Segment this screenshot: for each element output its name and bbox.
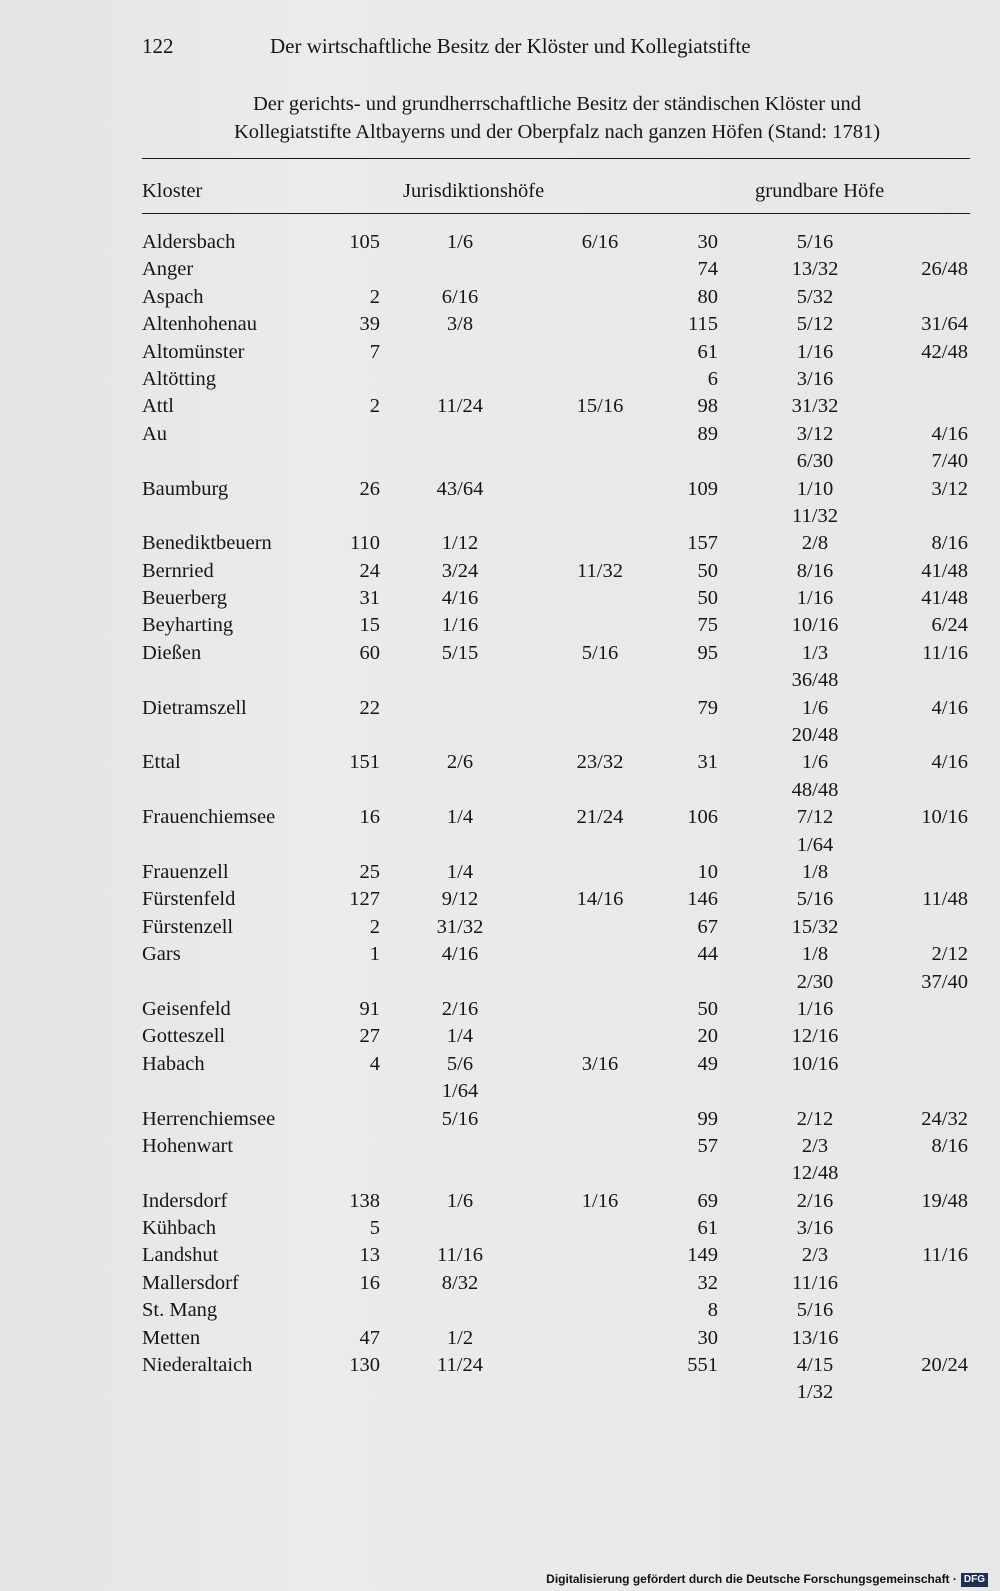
cell-jurisdiktion-count: 24	[359, 559, 380, 582]
caption-line-1: Der gerichts- und grundherrschaftliche Besitz der ständischen Klöster und	[253, 93, 861, 115]
holdings-table	[0, 229, 1000, 1407]
cell-grundbar-fraction-1: 10/16	[791, 1052, 839, 1075]
cell-grundbar-fraction-1: 12/48	[791, 1162, 839, 1185]
cell-jurisdiktion-count: 1	[369, 943, 380, 966]
cell-grundbar-fraction-2: 8/16	[931, 532, 968, 555]
cell-kloster: Au	[142, 422, 168, 445]
cell-jurisdiktion-count: 15	[359, 614, 380, 637]
cell-kloster: Attl	[142, 395, 174, 418]
cell-grundbar-count: 32	[697, 1271, 718, 1294]
cell-grundbar-fraction-1: 6/30	[796, 450, 834, 473]
cell-grundbar-fraction-1: 1/8	[801, 860, 829, 883]
cell-grundbar-count: 79	[697, 696, 718, 719]
table-row	[0, 1051, 1000, 1078]
cell-jurisdiktion-fraction-1: 1/4	[446, 860, 474, 883]
cell-grundbar-count: 44	[697, 943, 718, 966]
table-row	[0, 393, 1000, 420]
cell-jurisdiktion-fraction-2: 15/16	[576, 395, 624, 418]
table-row	[0, 749, 1000, 776]
table-row	[0, 1133, 1000, 1160]
table-row	[0, 859, 1000, 886]
cell-grundbar-fraction-1: 2/16	[796, 1189, 834, 1212]
cell-jurisdiktion-fraction-1: 9/12	[441, 888, 479, 911]
cell-grundbar-count: 109	[687, 477, 718, 500]
cell-grundbar-fraction-1: 7/12	[796, 806, 834, 829]
cell-kloster: Indersdorf	[142, 1189, 228, 1212]
cell-kloster: Dießen	[142, 641, 202, 664]
table-row	[0, 530, 1000, 557]
cell-grundbar-count: 61	[697, 1217, 718, 1240]
cell-grundbar-count: 98	[697, 395, 718, 418]
table-row	[0, 256, 1000, 283]
cell-kloster: Geisenfeld	[142, 997, 231, 1020]
cell-kloster: Aspach	[142, 285, 204, 308]
table-row	[0, 311, 1000, 338]
cell-grundbar-count: 6	[707, 367, 718, 390]
cell-grundbar-fraction-1: 13/32	[791, 258, 839, 281]
cell-kloster: Altomünster	[142, 340, 245, 363]
cell-grundbar-fraction-1: 1/6	[801, 696, 829, 719]
cell-grundbar-fraction-1: 20/48	[791, 724, 839, 747]
cell-grundbar-fraction-2: 31/64	[921, 313, 968, 336]
cell-grundbar-fraction-2: 42/48	[921, 340, 968, 363]
cell-grundbar-fraction-1: 1/16	[796, 997, 834, 1020]
table-row	[0, 941, 1000, 968]
table-row	[0, 969, 1000, 996]
cell-grundbar-fraction-2: 41/48	[921, 559, 968, 582]
table-row	[0, 503, 1000, 530]
cell-grundbar-fraction-1: 5/16	[796, 1299, 834, 1322]
cell-jurisdiktion-fraction-1: 6/16	[441, 285, 479, 308]
cell-kloster: Baumburg	[142, 477, 229, 500]
cell-grundbar-fraction-1: 1/6	[801, 751, 829, 774]
cell-kloster: Altötting	[142, 367, 217, 390]
table-caption	[142, 90, 972, 146]
cell-grundbar-count: 115	[688, 313, 718, 336]
cell-kloster: Kühbach	[142, 1217, 217, 1240]
table-row	[0, 1297, 1000, 1324]
page-number: 122	[142, 34, 174, 58]
cell-kloster: Ettal	[142, 751, 181, 774]
cell-jurisdiktion-fraction-1: 5/16	[441, 1107, 479, 1130]
table-row	[0, 996, 1000, 1023]
cell-grundbar-count: 61	[697, 340, 718, 363]
cell-grundbar-fraction-2: 20/24	[921, 1354, 968, 1377]
cell-kloster: Hohenwart	[142, 1134, 234, 1157]
cell-grundbar-fraction-2: 41/48	[921, 587, 968, 610]
cell-grundbar-fraction-1: 1/32	[796, 1381, 834, 1404]
cell-jurisdiktion-fraction-2: 6/16	[581, 231, 619, 253]
cell-jurisdiktion-count: 26	[359, 477, 380, 500]
cell-grundbar-fraction-1: 3/16	[796, 1217, 834, 1240]
cell-kloster: Dietramszell	[142, 696, 247, 719]
cell-jurisdiktion-count: 16	[359, 806, 380, 829]
cell-kloster: Beuerberg	[142, 587, 228, 610]
cell-grundbar-fraction-2: 2/12	[931, 943, 968, 966]
cell-grundbar-fraction-1: 12/16	[791, 1025, 839, 1048]
cell-grundbar-count: 50	[697, 997, 718, 1020]
cell-grundbar-count: 8	[707, 1299, 718, 1322]
header-grundbare-hoefe: grundbare Höfe	[755, 180, 885, 202]
cell-jurisdiktion-fraction-1: 1/16	[441, 614, 479, 637]
cell-jurisdiktion-fraction-1: 1/2	[446, 1326, 474, 1349]
cell-grundbar-fraction-2: 11/16	[922, 641, 968, 664]
table-row	[0, 612, 1000, 639]
cell-grundbar-count: 30	[697, 231, 718, 253]
table-row	[0, 777, 1000, 804]
cell-grundbar-fraction-1: 3/12	[796, 422, 834, 445]
cell-grundbar-fraction-1: 5/12	[796, 313, 834, 336]
dfg-logo: DFG	[961, 1573, 988, 1587]
cell-kloster: St. Mang	[142, 1299, 218, 1322]
cell-jurisdiktion-count: 110	[350, 532, 380, 555]
cell-grundbar-count: 67	[697, 915, 718, 938]
cell-jurisdiktion-fraction-1: 11/24	[437, 1354, 483, 1377]
cell-jurisdiktion-fraction-2: 1/16	[581, 1189, 619, 1212]
cell-grundbar-count: 20	[697, 1025, 718, 1048]
header-rule	[142, 213, 970, 214]
table-row	[0, 558, 1000, 585]
table-row	[0, 1215, 1000, 1242]
table-row	[0, 421, 1000, 448]
table-row	[0, 832, 1000, 859]
cell-grundbar-count: 149	[687, 1244, 718, 1267]
cell-grundbar-fraction-1: 1/16	[796, 340, 834, 363]
cell-kloster: Fürstenfeld	[142, 888, 236, 911]
caption-line-2: Kollegiatstifte Altbayerns und der Oberpfalz nach ganzen Höfen (Stand: 1781)	[233, 121, 881, 143]
table-row	[0, 1078, 1000, 1105]
cell-grundbar-fraction-1: 2/30	[796, 970, 834, 993]
table-row	[0, 640, 1000, 667]
cell-grundbar-count: 95	[697, 641, 718, 664]
table-row	[0, 448, 1000, 475]
cell-jurisdiktion-fraction-1: 11/24	[437, 395, 483, 418]
cell-jurisdiktion-fraction-2: 21/24	[576, 806, 624, 829]
table-row	[0, 1379, 1000, 1406]
cell-grundbar-count: 551	[687, 1354, 718, 1377]
cell-jurisdiktion-fraction-1: 2/16	[441, 997, 479, 1020]
cell-jurisdiktion-count: 130	[349, 1354, 380, 1377]
cell-grundbar-fraction-2: 10/16	[921, 806, 968, 829]
cell-jurisdiktion-count: 31	[359, 587, 380, 610]
cell-grundbar-count: 69	[697, 1189, 718, 1212]
cell-kloster: Niederaltaich	[142, 1354, 253, 1377]
cell-jurisdiktion-fraction-1: 8/32	[441, 1271, 479, 1294]
cell-kloster: Mallersdorf	[142, 1271, 239, 1294]
cell-jurisdiktion-count: 25	[359, 860, 380, 883]
cell-kloster: Frauenzell	[142, 860, 229, 883]
cell-grundbar-fraction-1: 3/16	[796, 367, 834, 390]
cell-kloster: Beyharting	[142, 614, 234, 637]
cell-jurisdiktion-count: 39	[359, 313, 380, 336]
cell-jurisdiktion-count: 127	[349, 888, 380, 911]
cell-jurisdiktion-fraction-1: 1/64	[441, 1080, 479, 1103]
cell-grundbar-fraction-1: 2/3	[801, 1244, 829, 1267]
cell-kloster: Bernried	[142, 559, 214, 582]
cell-grundbar-fraction-2: 4/16	[931, 696, 968, 719]
cell-jurisdiktion-fraction-1: 5/15	[441, 641, 479, 664]
cell-jurisdiktion-count: 2	[369, 915, 380, 938]
table-row	[0, 1160, 1000, 1187]
table-row	[0, 695, 1000, 722]
cell-jurisdiktion-fraction-1: 1/6	[446, 231, 474, 253]
cell-kloster: Anger	[142, 258, 194, 281]
cell-grundbar-fraction-1: 1/64	[796, 833, 834, 856]
cell-jurisdiktion-count: 60	[359, 641, 380, 664]
cell-jurisdiktion-count: 4	[369, 1052, 380, 1075]
cell-jurisdiktion-fraction-2: 3/16	[581, 1052, 619, 1075]
cell-jurisdiktion-fraction-1: 11/16	[437, 1244, 483, 1267]
cell-grundbar-fraction-1: 2/12	[796, 1107, 834, 1130]
cell-grundbar-fraction-2: 26/48	[921, 258, 968, 281]
cell-grundbar-fraction-2: 11/48	[922, 888, 968, 911]
cell-jurisdiktion-count: 16	[359, 1271, 380, 1294]
cell-grundbar-fraction-2: 11/16	[922, 1244, 968, 1267]
cell-jurisdiktion-count: 2	[369, 285, 380, 308]
table-row	[0, 1325, 1000, 1352]
cell-grundbar-fraction-1: 1/3	[801, 641, 829, 664]
cell-grundbar-fraction-1: 13/16	[791, 1326, 839, 1349]
cell-jurisdiktion-count: 47	[359, 1326, 380, 1349]
cell-grundbar-fraction-1: 15/32	[791, 915, 839, 938]
cell-grundbar-count: 57	[697, 1134, 718, 1157]
cell-grundbar-count: 157	[687, 532, 718, 555]
cell-kloster: Herrenchiemsee	[142, 1107, 276, 1130]
cell-grundbar-count: 75	[697, 614, 718, 637]
table-row	[0, 585, 1000, 612]
cell-jurisdiktion-fraction-1: 3/8	[446, 313, 474, 336]
cell-jurisdiktion-fraction-2: 11/32	[577, 559, 623, 582]
cell-grundbar-fraction-1: 36/48	[791, 669, 839, 692]
cell-grundbar-fraction-1: 10/16	[791, 614, 839, 637]
cell-grundbar-fraction-1: 31/32	[791, 395, 839, 418]
table-row	[0, 229, 1000, 256]
cell-jurisdiktion-fraction-1: 2/6	[446, 751, 474, 774]
footer-text: Digitalisierung gefördert durch die Deutsche Forschungsgemeinschaft ·	[546, 1572, 957, 1587]
cell-kloster: Gars	[142, 943, 181, 966]
top-rule	[142, 158, 970, 159]
cell-grundbar-count: 50	[697, 559, 718, 582]
table-row	[0, 476, 1000, 503]
cell-grundbar-fraction-2: 6/24	[931, 614, 968, 637]
cell-grundbar-fraction-1: 1/8	[801, 943, 829, 966]
cell-grundbar-count: 30	[697, 1326, 718, 1349]
cell-grundbar-count: 146	[687, 888, 718, 911]
cell-jurisdiktion-count: 27	[359, 1025, 380, 1048]
cell-grundbar-fraction-1: 5/16	[796, 231, 834, 253]
table-row	[0, 1023, 1000, 1050]
header-jurisdiktionshoefe: Jurisdiktionshöfe	[403, 180, 545, 202]
cell-grundbar-count: 49	[697, 1052, 718, 1075]
table-row	[0, 366, 1000, 393]
cell-grundbar-count: 106	[687, 806, 718, 829]
cell-jurisdiktion-fraction-1: 3/24	[441, 559, 479, 582]
cell-jurisdiktion-count: 7	[369, 340, 380, 363]
cell-grundbar-fraction-2: 4/16	[931, 751, 968, 774]
cell-grundbar-fraction-1: 5/32	[796, 285, 834, 308]
cell-grundbar-count: 31	[697, 751, 718, 774]
table-row	[0, 722, 1000, 749]
cell-jurisdiktion-fraction-1: 4/16	[441, 587, 479, 610]
table-row	[0, 886, 1000, 913]
cell-jurisdiktion-count: 138	[349, 1189, 380, 1212]
digitization-footer	[546, 1572, 988, 1587]
cell-kloster: Altenhohenau	[142, 313, 257, 336]
cell-grundbar-fraction-1: 1/16	[796, 587, 834, 610]
cell-kloster: Aldersbach	[142, 231, 236, 253]
table-row	[0, 1352, 1000, 1379]
cell-grundbar-fraction-2: 8/16	[931, 1134, 968, 1157]
cell-jurisdiktion-fraction-1: 31/32	[436, 915, 484, 938]
cell-jurisdiktion-fraction-1: 1/12	[441, 532, 479, 555]
cell-jurisdiktion-fraction-1: 1/6	[446, 1189, 474, 1212]
table-row	[0, 339, 1000, 366]
running-title: Der wirtschaftliche Besitz der Klöster und Kollegiatstifte	[270, 34, 751, 58]
cell-kloster: Metten	[142, 1326, 201, 1349]
cell-kloster: Habach	[142, 1052, 205, 1075]
cell-jurisdiktion-fraction-2: 23/32	[576, 751, 624, 774]
cell-grundbar-count: 50	[697, 587, 718, 610]
cell-grundbar-fraction-1: 11/16	[792, 1271, 838, 1294]
cell-kloster: Fürstenzell	[142, 915, 234, 938]
cell-grundbar-fraction-1: 1/10	[796, 477, 834, 500]
table-row	[0, 1270, 1000, 1297]
cell-grundbar-count: 74	[697, 258, 718, 281]
cell-jurisdiktion-fraction-2: 14/16	[576, 888, 624, 911]
cell-jurisdiktion-count: 91	[359, 997, 380, 1020]
cell-grundbar-count: 89	[697, 422, 718, 445]
cell-kloster: Gotteszell	[142, 1025, 226, 1048]
table-row	[0, 804, 1000, 831]
running-head	[142, 30, 972, 62]
table-row	[0, 1106, 1000, 1133]
table-row	[0, 284, 1000, 311]
cell-jurisdiktion-count: 22	[359, 696, 380, 719]
cell-jurisdiktion-fraction-1: 5/6	[446, 1052, 474, 1075]
cell-grundbar-fraction-2: 7/40	[931, 450, 968, 473]
cell-grundbar-count: 10	[697, 860, 718, 883]
cell-jurisdiktion-fraction-1: 1/4	[446, 806, 474, 829]
cell-grundbar-fraction-1: 2/3	[801, 1134, 829, 1157]
cell-grundbar-count: 80	[697, 285, 718, 308]
header-kloster: Kloster	[142, 180, 203, 202]
cell-grundbar-fraction-2: 37/40	[921, 970, 968, 993]
cell-grundbar-count: 99	[697, 1107, 718, 1130]
cell-grundbar-fraction-1: 48/48	[791, 778, 839, 801]
cell-grundbar-fraction-2: 3/12	[931, 477, 968, 500]
table-row	[0, 1242, 1000, 1269]
cell-jurisdiktion-fraction-1: 4/16	[441, 943, 479, 966]
cell-jurisdiktion-count: 2	[369, 395, 380, 418]
cell-grundbar-fraction-1: 5/16	[796, 888, 834, 911]
cell-kloster: Landshut	[142, 1244, 219, 1267]
cell-grundbar-fraction-2: 4/16	[931, 422, 968, 445]
cell-kloster: Frauenchiemsee	[142, 806, 276, 829]
table-row	[0, 667, 1000, 694]
cell-jurisdiktion-count: 13	[359, 1244, 380, 1267]
cell-jurisdiktion-count: 5	[369, 1217, 380, 1240]
cell-jurisdiktion-count: 151	[349, 751, 380, 774]
cell-grundbar-fraction-2: 19/48	[921, 1189, 968, 1212]
cell-jurisdiktion-count: 105	[349, 231, 380, 253]
table-row	[0, 914, 1000, 941]
cell-grundbar-fraction-1: 8/16	[796, 559, 834, 582]
cell-jurisdiktion-fraction-2: 5/16	[581, 641, 619, 664]
cell-grundbar-fraction-1: 2/8	[801, 532, 829, 555]
cell-jurisdiktion-fraction-1: 1/4	[446, 1025, 474, 1048]
cell-grundbar-fraction-1: 11/32	[792, 504, 838, 527]
cell-grundbar-fraction-2: 24/32	[921, 1107, 968, 1130]
table-row	[0, 1188, 1000, 1215]
cell-grundbar-fraction-1: 4/15	[796, 1354, 834, 1377]
cell-kloster: Benediktbeuern	[142, 532, 272, 555]
cell-jurisdiktion-fraction-1: 43/64	[436, 477, 484, 500]
